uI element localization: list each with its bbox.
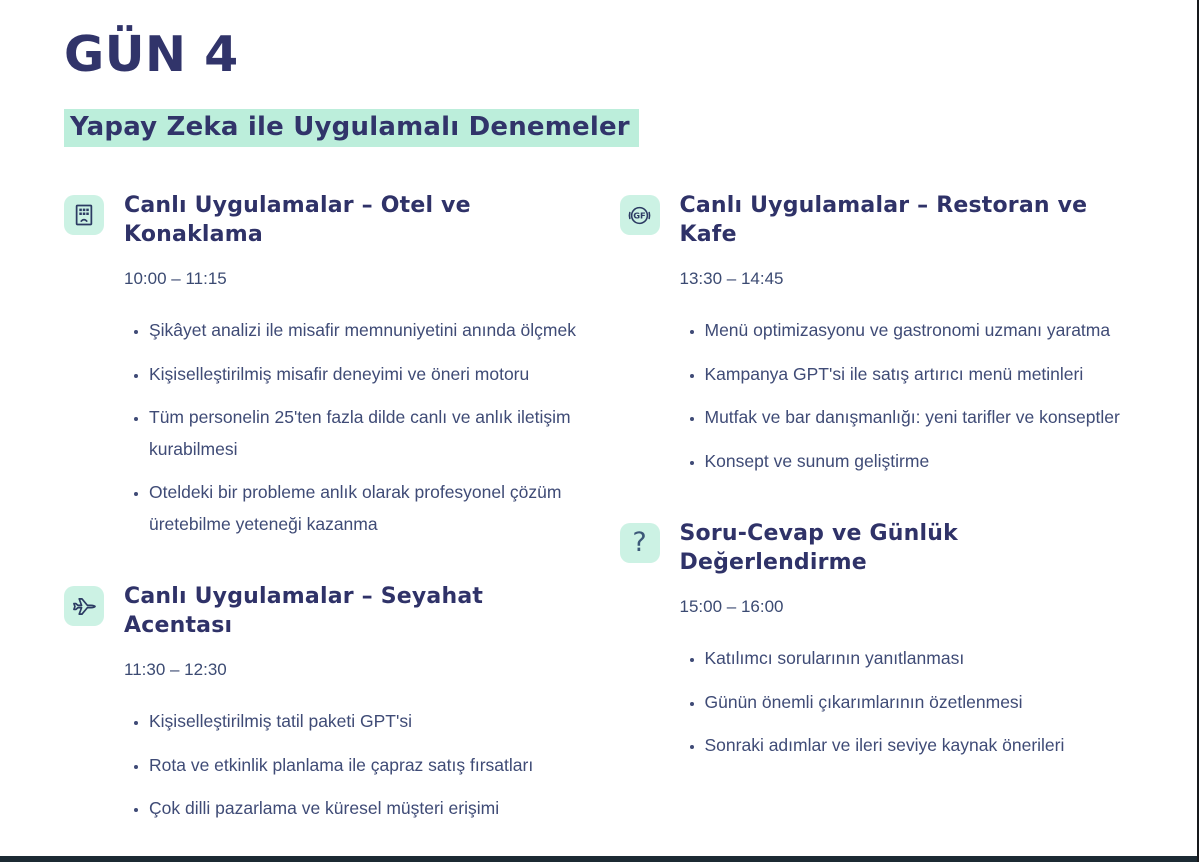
bullet-item: • Şikâyet analizi ile misafir memnuniyetini anında ölçmek bbox=[149, 315, 584, 347]
session-body bbox=[680, 597, 1140, 762]
session-bullets bbox=[124, 315, 584, 540]
session-title: Canlı Uygulamalar – Restoran ve Kafe bbox=[679, 193, 1088, 247]
hotel-building-icon bbox=[64, 195, 104, 235]
bullet-item: • Kampanya GPT'si ile satış artırıcı menü metinleri bbox=[705, 359, 1140, 391]
session-time: 13:30 – 14:45 bbox=[679, 269, 784, 289]
bullet-item: • Günün önemli çıkarımlarının özetlenmesi bbox=[705, 687, 1140, 719]
session-body bbox=[124, 269, 584, 540]
question-mark-icon bbox=[620, 523, 660, 563]
session-body bbox=[680, 269, 1140, 477]
session-bullets bbox=[680, 315, 1140, 477]
subtitle-row bbox=[64, 109, 1139, 147]
page-title: GÜN 4 bbox=[64, 26, 239, 83]
bullet-item: • Rota ve etkinlik planlama ile çapraz satış fırsatları bbox=[149, 750, 584, 782]
sessions-grid bbox=[64, 195, 1139, 862]
bullet-item: • Kişiselleştirilmiş misafir deneyimi ve öneri motoru bbox=[149, 359, 584, 391]
svg-text:GF: GF bbox=[633, 209, 646, 220]
session-time: 10:00 – 11:15 bbox=[124, 269, 227, 289]
bullet-item: • Kişiselleştirilmiş tatil paketi GPT'si bbox=[149, 706, 584, 738]
bullet-item: • Katılımcı sorularının yanıtlanması bbox=[705, 643, 1140, 675]
session-body bbox=[124, 660, 584, 825]
session-qa bbox=[620, 523, 1140, 762]
session-time: 11:30 – 12:30 bbox=[124, 660, 227, 680]
session-bullets bbox=[680, 643, 1140, 762]
session-header bbox=[620, 195, 1140, 249]
session-header bbox=[64, 195, 584, 249]
session-time: 15:00 – 16:00 bbox=[679, 597, 784, 617]
left-column bbox=[64, 195, 584, 862]
session-restaurant bbox=[620, 195, 1140, 477]
bullet-item: • Oteldeki bir probleme anlık olarak profesyonel çözüm üretebilme yeteneği kazanma bbox=[149, 477, 584, 540]
page-subtitle: Yapay Zeka ile Uygulamalı Denemeler bbox=[64, 109, 639, 147]
bottom-bar bbox=[0, 856, 1197, 862]
bullet-item: • Sonraki adımlar ve ileri seviye kaynak önerileri bbox=[705, 730, 1140, 762]
question-mark-glyph: ? bbox=[632, 526, 647, 558]
bullet-item: • Konsept ve sunum geliştirme bbox=[705, 446, 1140, 478]
right-column bbox=[620, 195, 1140, 808]
session-title: Canlı Uygulamalar – Seyahat Acentası bbox=[124, 584, 484, 638]
session-header bbox=[620, 523, 1140, 577]
session-hotel bbox=[64, 195, 584, 540]
bullet-item: • Çok dilli pazarlama ve küresel müşteri erişimi bbox=[149, 793, 584, 825]
session-header bbox=[64, 586, 584, 640]
session-title: Soru-Cevap ve Günlük Değerlendirme bbox=[679, 521, 958, 575]
session-bullets bbox=[124, 706, 584, 825]
gf-circle-icon bbox=[620, 195, 660, 235]
bullet-item: • Menü optimizasyonu ve gastronomi uzmanı yaratma bbox=[705, 315, 1140, 347]
bullet-item: • Mutfak ve bar danışmanlığı: yeni tarifler ve konseptler bbox=[705, 402, 1140, 434]
session-travel bbox=[64, 586, 584, 825]
session-title: Canlı Uygulamalar – Otel ve Konaklama bbox=[124, 193, 471, 247]
bullet-item: • Tüm personelin 25'ten fazla dilde canlı ve anlık iletişim kurabilmesi bbox=[149, 402, 584, 465]
airplane-icon bbox=[64, 586, 104, 626]
